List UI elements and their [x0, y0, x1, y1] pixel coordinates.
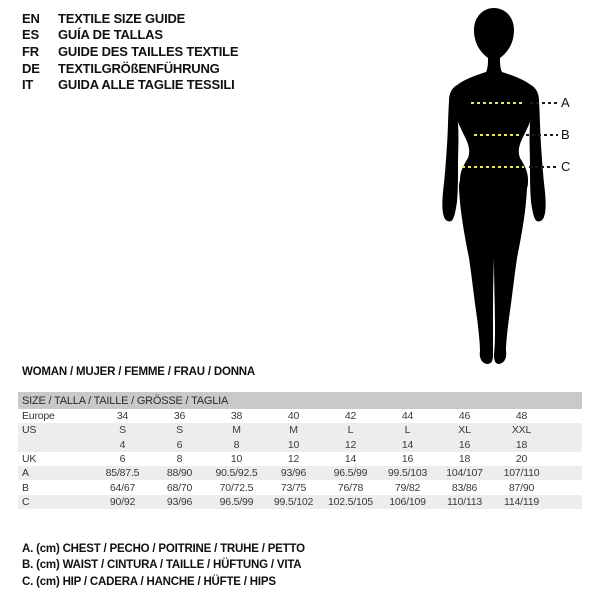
language-title-row — [22, 27, 238, 44]
table-cell: 14 — [344, 453, 357, 466]
table-cell: 88/90 — [166, 467, 193, 480]
table-row-label: US — [22, 424, 37, 437]
table-cell: 96.5/99 — [333, 467, 368, 480]
language-code: IT — [22, 77, 34, 93]
language-title-text: TEXTILGRÖßENFÜHRUNG — [58, 60, 220, 76]
silhouette-body — [451, 8, 537, 364]
table-cell: 96.5/99 — [219, 495, 254, 508]
on-body-dash-line — [474, 134, 519, 136]
table-cell: 16 — [458, 438, 471, 451]
table-cell: 99.5/103 — [387, 467, 428, 480]
extension-dash-line — [530, 102, 558, 104]
table-cell: 85/87.5 — [105, 467, 140, 480]
table-cell: 102.5/105 — [328, 495, 373, 508]
table-cell: 36 — [173, 410, 186, 423]
table-cell: 64/67 — [109, 481, 136, 494]
table-cell: 99.5/102 — [273, 495, 314, 508]
language-code: FR — [22, 43, 39, 59]
on-body-dash-line — [471, 102, 523, 104]
table-row-label: B — [22, 481, 29, 494]
table-row-label: A — [22, 467, 29, 480]
language-title-text: GUIDE DES TAILLES TEXTILE — [58, 43, 239, 59]
language-code: ES — [22, 27, 39, 43]
language-code: DE — [22, 60, 40, 76]
table-row — [18, 452, 582, 466]
table-cell: 4 — [119, 438, 126, 451]
table-cell: 93/96 — [166, 495, 193, 508]
table-cell: 12 — [344, 438, 357, 451]
table-cell: 12 — [287, 453, 300, 466]
table-cell: 76/78 — [337, 481, 364, 494]
table-cell: 38 — [230, 410, 243, 423]
table-cell: XXL — [511, 424, 532, 437]
table-cell: 68/70 — [166, 481, 193, 494]
table-cell: XL — [458, 424, 471, 437]
table-cell: 34 — [116, 410, 129, 423]
table-cell: 87/90 — [508, 481, 535, 494]
silhouette-left-arm — [442, 85, 458, 221]
table-cell: 90/92 — [109, 495, 136, 508]
section-label-woman: WOMAN / MUJER / FEMME / FRAU / DONNA — [22, 366, 256, 378]
size-table-header: SIZE / TALLA / TAILLE / GRÖSSE / TAGLIA — [18, 392, 582, 409]
table-row — [18, 466, 582, 480]
table-row — [18, 409, 582, 423]
language-title-text: GUÍA DE TALLAS — [58, 27, 163, 43]
table-cell: 79/82 — [394, 481, 421, 494]
table-cell: 70/72.5 — [219, 481, 254, 494]
table-cell: 107/110 — [503, 467, 540, 480]
size-table-body — [18, 409, 582, 509]
table-cell: S — [119, 424, 126, 437]
table-cell: L — [347, 424, 354, 437]
extension-dash-line — [529, 166, 558, 168]
table-cell: 18 — [515, 438, 528, 451]
table-cell: L — [404, 424, 411, 437]
table-cell: 110/113 — [447, 495, 482, 508]
table-cell: 18 — [458, 453, 471, 466]
table-cell: M — [289, 424, 298, 437]
table-cell: 46 — [458, 410, 471, 423]
table-row-label: C — [22, 495, 30, 508]
table-row — [18, 480, 582, 494]
table-cell: 106/109 — [389, 495, 426, 508]
language-title-row — [22, 10, 238, 27]
table-cell: 8 — [233, 438, 240, 451]
table-cell: 6 — [176, 438, 183, 451]
language-title-row — [22, 60, 238, 77]
table-cell: 44 — [401, 410, 414, 423]
language-title-text: GUIDA ALLE TAGLIE TESSILI — [58, 77, 235, 93]
extension-dash-line — [526, 134, 558, 136]
marker-letter: C — [561, 159, 571, 174]
on-body-dash-line — [462, 166, 524, 168]
table-cell: 10 — [230, 453, 243, 466]
table-cell: 83/86 — [451, 481, 478, 494]
silhouette-right-arm — [530, 85, 546, 221]
table-cell: 8 — [176, 453, 183, 466]
measurement-legend — [22, 541, 305, 590]
size-table — [18, 392, 582, 509]
table-cell: 93/96 — [280, 467, 307, 480]
table-cell: 6 — [119, 453, 126, 466]
table-cell: 42 — [344, 410, 357, 423]
table-row — [18, 495, 582, 509]
legend-line: A. (cm) CHEST / PECHO / POITRINE / TRUHE / PETTO — [22, 543, 305, 555]
legend-line: B. (cm) WAIST / CINTURA / TAILLE / HÜFTUNG / VITA — [22, 559, 302, 572]
table-cell: 104/107 — [446, 467, 483, 480]
table-cell: 114/119 — [504, 495, 539, 508]
table-row-label: Europe — [22, 410, 55, 423]
table-row — [18, 423, 582, 437]
marker-letter: B — [561, 127, 570, 142]
legend-line: C. (cm) HIP / CADERA / HANCHE / HÜFTE / HIPS — [22, 575, 276, 588]
woman-silhouette — [410, 0, 580, 380]
table-cell: 48 — [515, 410, 528, 423]
table-cell: 73/75 — [280, 481, 307, 494]
table-cell: 14 — [401, 438, 414, 451]
language-title-block — [22, 10, 238, 93]
table-cell: 90.5/92.5 — [215, 467, 258, 480]
marker-letter: A — [561, 95, 570, 110]
table-cell: 16 — [401, 453, 414, 466]
table-row-label: UK — [22, 453, 37, 466]
table-row — [18, 438, 582, 452]
language-title-text: TEXTILE SIZE GUIDE — [58, 10, 186, 26]
table-cell: 10 — [287, 438, 300, 451]
language-title-row — [22, 76, 238, 93]
table-cell: M — [232, 424, 241, 437]
table-cell: 40 — [287, 410, 300, 423]
language-title-row — [22, 43, 238, 60]
table-cell: S — [176, 424, 183, 437]
table-cell: 20 — [515, 453, 528, 466]
language-code: EN — [22, 10, 40, 26]
